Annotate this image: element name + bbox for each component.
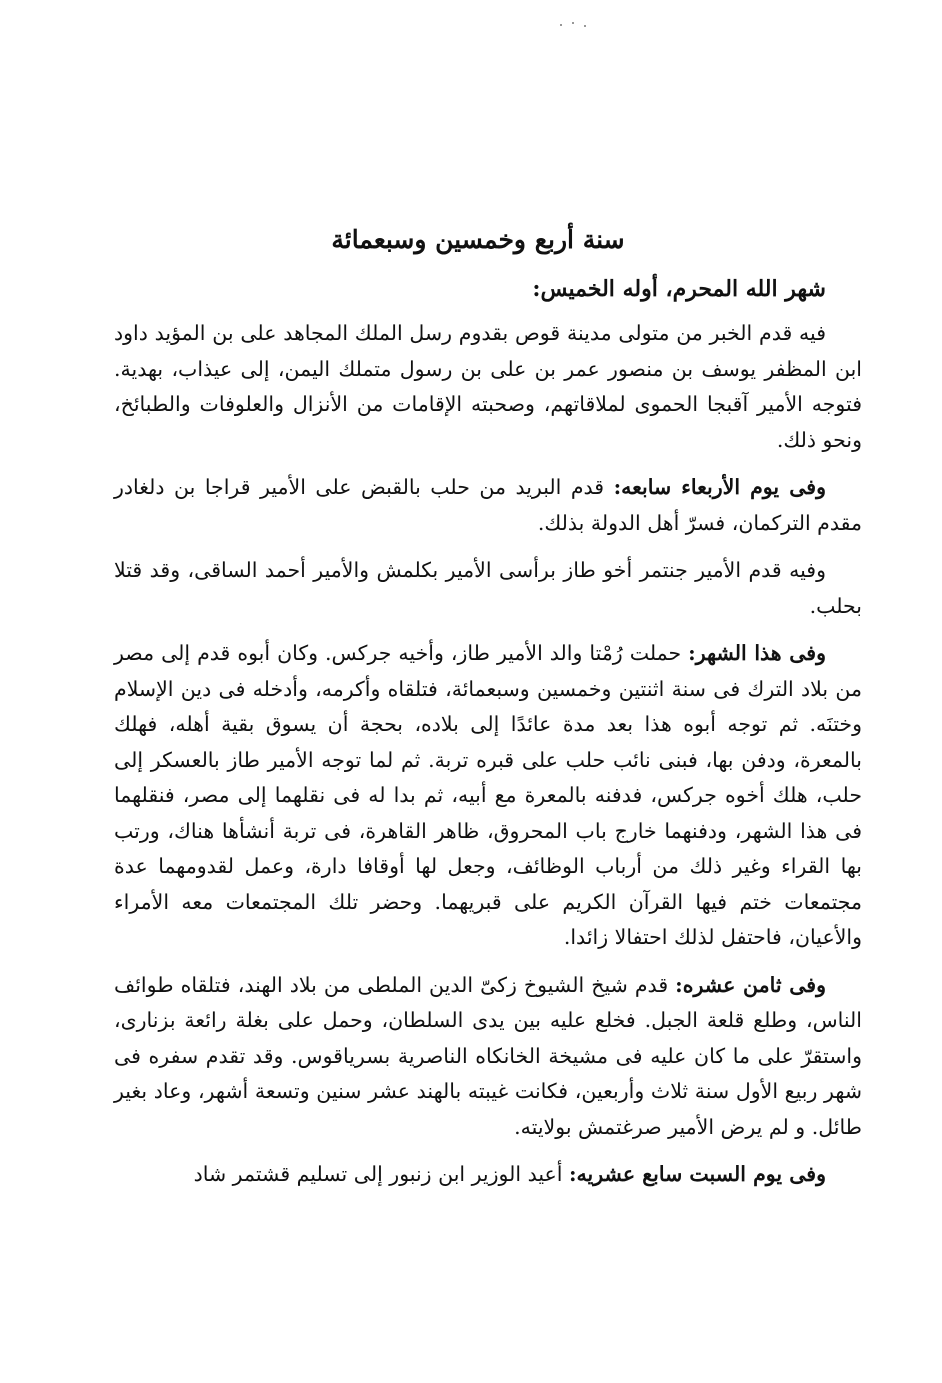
page-content — [114, 222, 862, 1205]
year-title: سنة أربع وخمسين وسبعمائة — [331, 225, 625, 254]
paragraph-text: أعيد الوزير ابن زنبور إلى تسليم قشتمر شاد — [193, 1162, 569, 1186]
paragraph-1 — [114, 316, 862, 458]
paragraph-6 — [114, 1157, 862, 1193]
paragraph-2 — [114, 470, 862, 541]
paragraph-text: وفيه قدم الأمير جنتمر أخو طاز برأسى الأمير بكلمش والأمير أحمد الساقى، وقد قتلا بحلب. — [114, 558, 862, 618]
paragraph-5 — [114, 968, 862, 1146]
month-heading: شهر الله المحرم، أوله الخميس: — [532, 276, 826, 302]
paragraph-lead: وفى هذا الشهر: — [688, 641, 827, 665]
paragraph-3 — [114, 553, 862, 624]
paragraph-text: قدم شيخ الشيوخ زكىّ الدين الملطى من بلاد الهند، فتلقاه طوائف الناس، وطلع قلعة الجبل. فخلع عليه بين يدى السلطان، وحمل على بغلة رائعة بزنارى، واستقرّ على ما كان عليه فى مشيخة الخانكاه الناصرية بسرياقوس. وقد تقدم سفره فى شهر ربيع الأول سنة ثلاث وأربعين، فكانت غيبته بالهند عشر سنين وتسعة أشهر، وعاد بغير طائل. و لم يرض الأمير صرغتمش بولايته. — [114, 972, 862, 1139]
scan-speck-marks — [560, 22, 600, 28]
paragraph-lead: وفى ثامن عشره: — [675, 972, 826, 997]
paragraph-4 — [114, 636, 862, 956]
paragraph-lead: وفى يوم السبت سابع عشريه: — [568, 1162, 826, 1186]
paragraph-text: فيه قدم الخبر من متولى مدينة قوص بقدوم رسل الملك المجاهد على بن المؤيد داود ابن المظفر يوسف بن منصور عمر بن على بن رسول متملك اليمن، إلى عيذاب، بهدية. فتوجه الأمير آقبجا الحموى لملاقاتهم، وصحبته الإقامات من الأنزال والعلوفات والطبائخ، ونحو ذلك. — [114, 321, 862, 452]
paragraph-text: حملت رُمْتا والد الأمير طاز، وأخيه جركس. وكان أبوه قدم إلى مصر من بلاد الترك فى سنة اثنتين وخمسين وسبعمائة، فتلقاه وأكرمه، وأدخله فى دين الإسلام وختنَه. ثم توجه أبوه هذا بعد مدة عائدًا إلى بلاده، بحجة أن يسوق بقية أهله، فهلك بالمعرة، ودفن بها، فبنى نائب حلب على قبره تربة. ثم لما توجه الأمير طاز بالعسكر إلى حلب، هلك أخوه جركس، فدفنه بالمعرة مع أبيه، ثم بدا له فى نقلهما إلى مصر، فنقلهما فى هذا الشهر، ودفنهما خارج باب المحروق، ظاهر القاهرة، فى تربة أنشأها هناك، ورتب بها القراء وغير ذلك من أرباب الوظائف، وجعل لها أوقافا دارة، وعمل لقدومهما عدة مجتمعات ختم فيها القرآن الكريم على قبريهما. وحضر تلك المجتمعات معه الأمراء والأعيان، فاحتفل لذلك احتفالا زائدا. — [114, 641, 862, 949]
paragraph-text: قدم البريد من حلب بالقبض على الأمير قراجا بن دلغادر مقدم التركمان، فسرّ أهل الدولة بذلك. — [114, 475, 862, 535]
paragraph-lead: وفى يوم الأربعاء سابعه: — [613, 475, 826, 499]
